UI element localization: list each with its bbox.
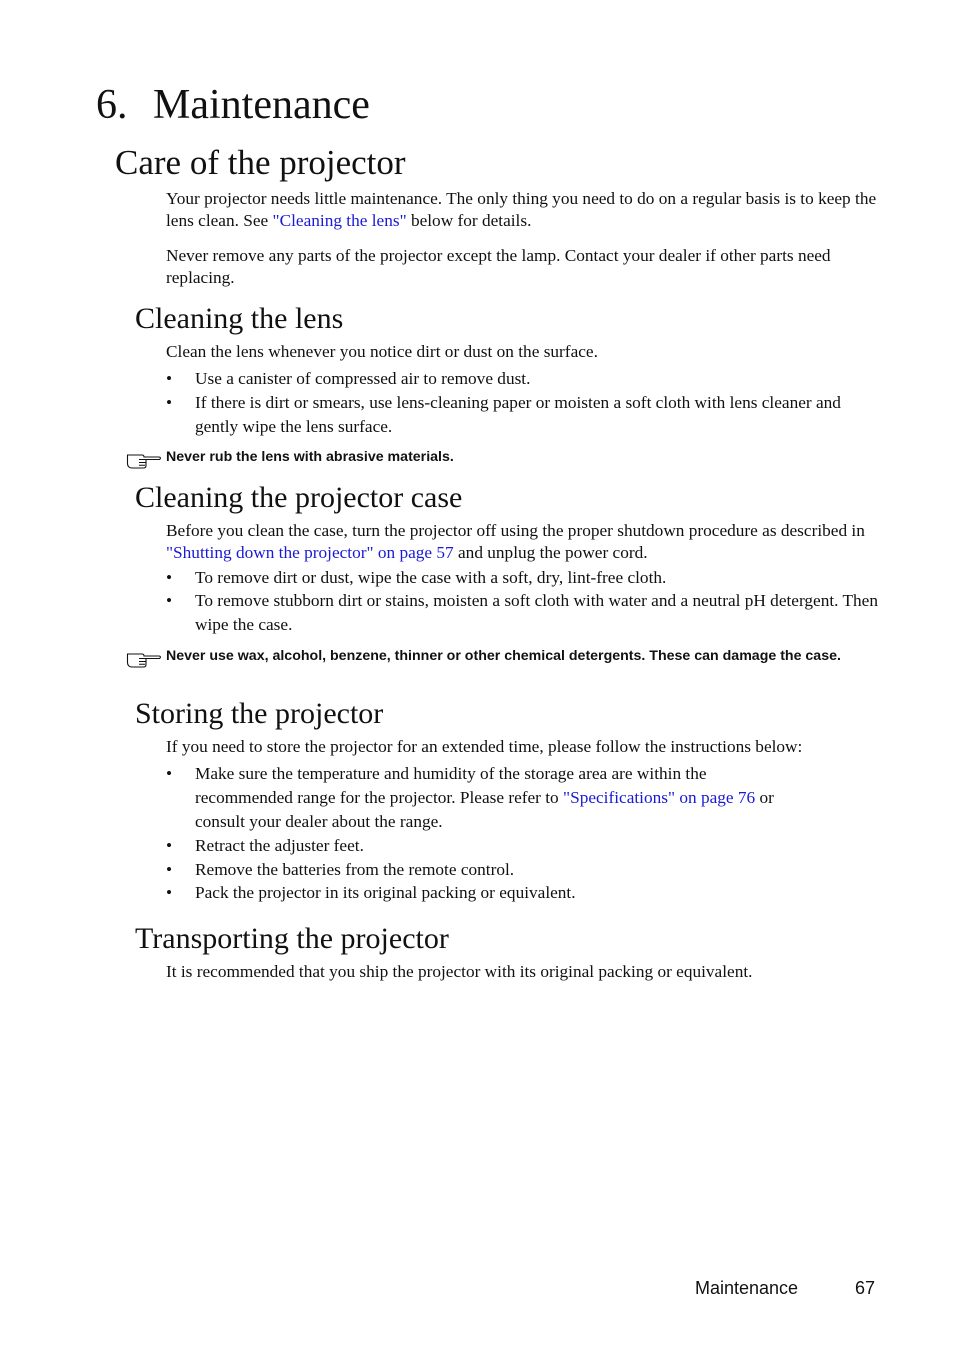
pointing-hand-icon: [126, 448, 162, 470]
list-item-text: Use a canister of compressed air to remove dust.: [195, 369, 531, 388]
bullet: •: [166, 883, 173, 902]
care-paragraph-1: [166, 188, 878, 232]
note-lens: Never rub the lens with abrasive materials.: [166, 449, 454, 465]
case-text-a: Before you clean the case, turn the projector off using the proper shutdown procedure as described in: [166, 521, 865, 540]
cleaning-lens-link[interactable]: "Cleaning the lens": [272, 211, 407, 230]
list-item: [166, 834, 878, 858]
shutting-down-link[interactable]: "Shutting down the projector" on page 57: [166, 543, 454, 562]
list-item: [166, 589, 878, 637]
chapter-number: 6.: [96, 82, 128, 128]
footer-section: Maintenance: [695, 1278, 799, 1298]
section-heading-lens: Cleaning the lens: [135, 302, 344, 335]
specifications-link[interactable]: "Specifications" on page 76: [563, 788, 756, 807]
storing-intro: If you need to store the projector for an extended time, please follow the instructions below:: [166, 737, 803, 756]
case-text-b: and unplug the power cord.: [453, 543, 648, 562]
list-item-text: To remove stubborn dirt or stains, moisten a soft cloth with water and a neutral pH detergent. Then wipe the case.: [195, 591, 878, 634]
section-heading-case: Cleaning the projector case: [135, 481, 463, 514]
chapter-title: [96, 80, 370, 130]
lens-intro: Clean the lens whenever you notice dirt or dust on the surface.: [166, 342, 598, 361]
case-intro: [166, 520, 878, 564]
list-item-text: Pack the projector in its original packing or equivalent.: [195, 883, 576, 902]
bullet: •: [166, 764, 173, 783]
list-item: [166, 391, 878, 439]
bullet: •: [166, 836, 173, 855]
storing-text-b: or consult your dealer about the range.: [195, 788, 774, 831]
care-paragraph-2: Never remove any parts of the projector except the lamp. Contact your dealer if other parts need replacing.: [166, 246, 831, 287]
section-heading-care: Care of the projector: [115, 143, 406, 182]
bullet: •: [166, 369, 173, 388]
section-heading-storing: Storing the projector: [135, 697, 384, 730]
list-item-text: [166, 762, 878, 834]
list-item-text: Remove the batteries from the remote control.: [195, 860, 515, 879]
list-item-text: If there is dirt or smears, use lens-cleaning paper or moisten a soft cloth with lens cleaner and gently wipe the lens surface.: [195, 393, 841, 436]
bullet: •: [166, 860, 173, 879]
chapter-name: Maintenance: [153, 82, 370, 128]
list-item: [166, 566, 878, 590]
section-heading-transport: Transporting the projector: [135, 922, 449, 955]
pointing-hand-icon: [126, 647, 162, 669]
storing-text-a: Make sure the temperature and humidity of the storage area are within the recommended range for the projector. Please refer to: [195, 764, 707, 807]
list-item-text: To remove dirt or dust, wipe the case with a soft, dry, lint-free cloth.: [195, 568, 667, 587]
care-text-b: below for details.: [406, 211, 532, 230]
care-text-a: Your projector needs little maintenance. The only thing you need to do on a regular basis is to keep the lens clean. See: [166, 189, 877, 230]
page-number: 67: [855, 1278, 876, 1298]
list-item: [166, 762, 878, 834]
bullet: •: [166, 393, 173, 412]
bullet: •: [166, 591, 173, 610]
bullet: •: [166, 568, 173, 587]
list-item: [166, 367, 878, 391]
list-item: [166, 858, 878, 882]
list-item-text: Retract the adjuster feet.: [195, 836, 364, 855]
note-case: Never use wax, alcohol, benzene, thinner or other chemical detergents. These can damage the case.: [166, 648, 841, 664]
transport-text: It is recommended that you ship the projector with its original packing or equivalent.: [166, 962, 753, 981]
list-item: [166, 881, 878, 905]
